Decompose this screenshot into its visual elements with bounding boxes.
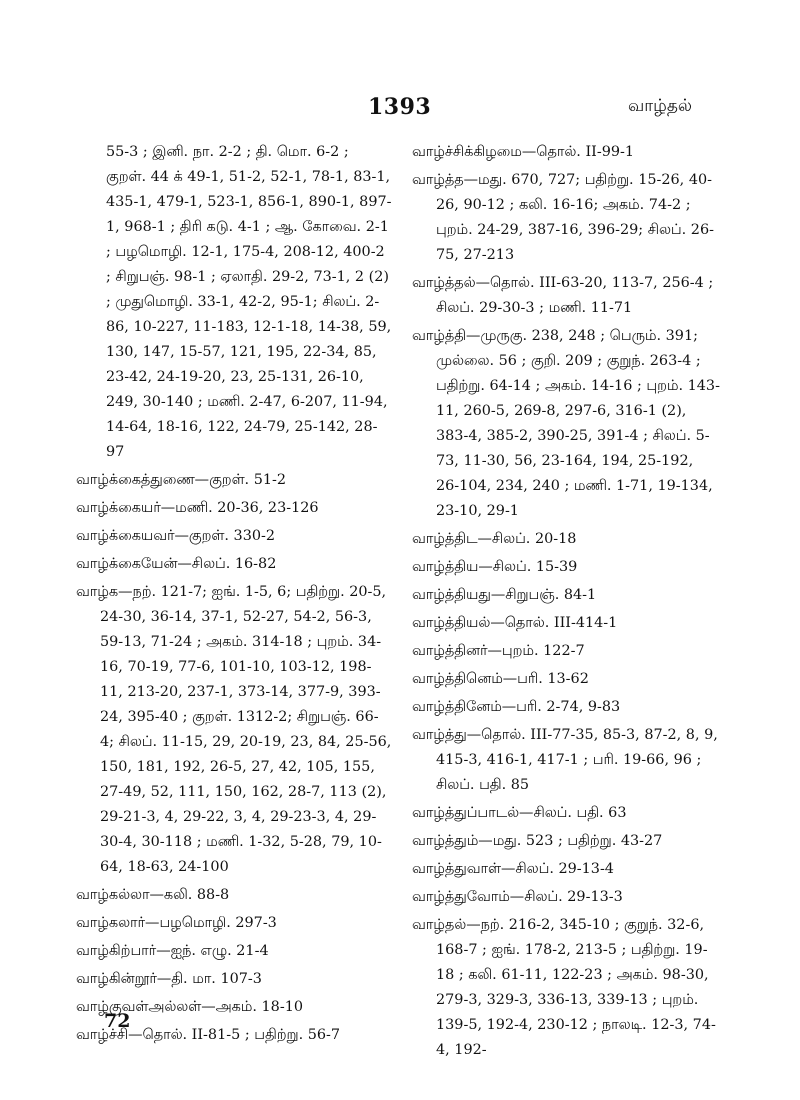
index-entry: வாழ்த்துவாள்—சிலப். 29-13-4 [412,861,614,877]
right-column [412,140,720,1066]
index-entry: வாழ்த்துப்பாடல்—சிலப். பதி. 63 [412,805,627,821]
index-entry-continued: 55-3 ; இனி. நா. 2-2 ; தி. மொ. 6-2 ; குறள். 44 க் 49-1, 51-2, 52-1, 78-1, 83-1, 435-1, 479-1, 523-1, 856-1, 890-1, 897-1, 968-1 ; திரி கடு. 4-1 ; ஆ. கோவை. 2-1 ; பழமொழி. 12-1, 175-4, 208-12, 400-2 ; சிறுபஞ். 98-1 ; ஏலாதி. 29-2, 73-1, 2 (2) ; முதுமொழி. 33-1, 42-2, 95-1; சிலப். 2-86, 10-227, 11-183, 12-1-18, 14-38, 59, 130, 147, 15-57, 121, 195, 22-34, 85, 23-42, 24-19-20, 23, 25-131, 26-10, 249, 30-140 ; மணி. 2-47, 6-207, 11-94, 14-64, 18-16, 122, 24-79, 25-142, 28-97 [106,144,392,460]
index-entry: வாழ்கின்றூர்—தி. மா. 107-3 [76,971,262,987]
page-number: 1393 [368,94,432,120]
index-entry: வாழ்க்கைத்துணை—குறள். 51-2 [76,472,287,488]
left-column [76,140,392,1051]
index-entry: வாழ்க—நற். 121-7; ஐங். 1-5, 6; பதிற்று. 20-5, 24-30, 36-14, 37-1, 52-27, 54-2, 56-3, 59-13, 71-24 ; அகம். 314-18 ; புறம். 34-16, 70-19, 77-6, 101-10, 103-12, 198-11, 213-20, 237-1, 373-14, 377-9, 393-24, 395-40 ; குறள். 1312-2; சிறுபஞ். 66-4; சிலப். 11-15, 29, 20-19, 23, 84, 25-56, 150, 181, 192, 26-5, 27, 42, 105, 155, 27-49, 52, 111, 150, 162, 28-7, 113 (2), 29-21-3, 4, 29-22, 3, 4, 29-23-3, 4, 29-30-4, 30-118 ; மணி. 1-32, 5-28, 79, 10-64, 18-63, 24-100 [76,584,392,875]
index-entry: வாழ்த்த—மது. 670, 727; பதிற்று. 15-26, 40-26, 90-12 ; கலி. 16-16; அகம். 74-2 ; புறம். 24-29, 387-16, 396-29; சிலப். 26-75, 27-213 [412,172,714,263]
index-entry: வாழ்த்தியல்—தொல். III-414-1 [412,615,618,631]
signature-mark: 72 [104,1010,131,1032]
index-entry: வாழ்கல்லா—கலி. 88-8 [76,887,230,903]
index-entry: வாழ்த்திய—சிலப். 15-39 [412,559,578,575]
index-entry: வாழ்கிற்பார்—ஐந். எழு. 21-4 [76,943,269,959]
index-entry: வாழ்ச்சிக்கிழமை—தொல். II-99-1 [412,144,635,160]
index-entry: வாழ்த்தியது—சிறுபஞ். 84-1 [412,587,597,603]
index-entry: வாழ்த்தினர்—புறம். 122-7 [412,643,585,659]
index-entry: வாழ்த்தி—முருகு. 238, 248 ; பெரும். 391; முல்லை. 56 ; குறி. 209 ; குறுந். 263-4 ; பதிற்று. 64-14 ; அகம். 14-16 ; புறம். 143-11, 260-5, 269-8, 297-6, 316-1 (2), 383-4, 385-2, 390-25, 391-4 ; சிலப். 5-73, 11-30, 56, 23-164, 194, 25-192, 26-104, 234, 240 ; மணி. 1-71, 19-134, 23-10, 29-1 [412,328,720,519]
index-entry: வாழ்தல்—நற். 216-2, 345-10 ; குறுந். 32-6, 168-7 ; ஐங். 178-2, 213-5 ; பதிற்று. 19-18 ; கலி. 61-11, 122-23 ; அகம். 98-30, 279-3, 329-3, 336-13, 339-13 ; புறம். 139-5, 192-4, 230-12 ; நாலடி. 12-3, 74-4, 192- [412,917,716,1058]
index-entry: வாழ்த்து—தொல். III-77-35, 85-3, 87-2, 8, 9, 415-3, 416-1, 417-1 ; பரி. 19-66, 96 ; சிலப். பதி. 85 [412,727,718,793]
index-entry: வாழ்த்திட—சிலப். 20-18 [412,531,577,547]
index-entry: வாழ்த்துவோம்—சிலப். 29-13-3 [412,889,623,905]
index-entry: வாழ்த்தும்—மது. 523 ; பதிற்று. 43-27 [412,833,663,849]
index-entry: வாழ்த்தல்—தொல். III-63-20, 113-7, 256-4 ; சிலப். 29-30-3 ; மணி. 11-71 [412,275,714,316]
index-entry: வாழ்க்கையர்—மணி. 20-36, 23-126 [76,500,319,516]
running-head: வாழ்தல் [628,96,693,116]
index-entry: வாழ்ச்சி—தொல். II-81-5 ; பதிற்று. 56-7 [76,1027,341,1043]
index-entry: வாழ்க்கையேன்—சிலப். 16-82 [76,556,277,572]
index-entry: வாழ்கலார்—பழமொழி. 297-3 [76,915,277,931]
index-entry: வாழ்குவள்அல்லள்—அகம். 18-10 [76,999,304,1015]
index-entry: வாழ்க்கையவர்—குறள். 330-2 [76,528,276,544]
index-entry: வாழ்த்தினேம்—பரி. 2-74, 9-83 [412,699,621,715]
index-entry: வாழ்த்தினெம்—பரி. 13-62 [412,671,589,687]
